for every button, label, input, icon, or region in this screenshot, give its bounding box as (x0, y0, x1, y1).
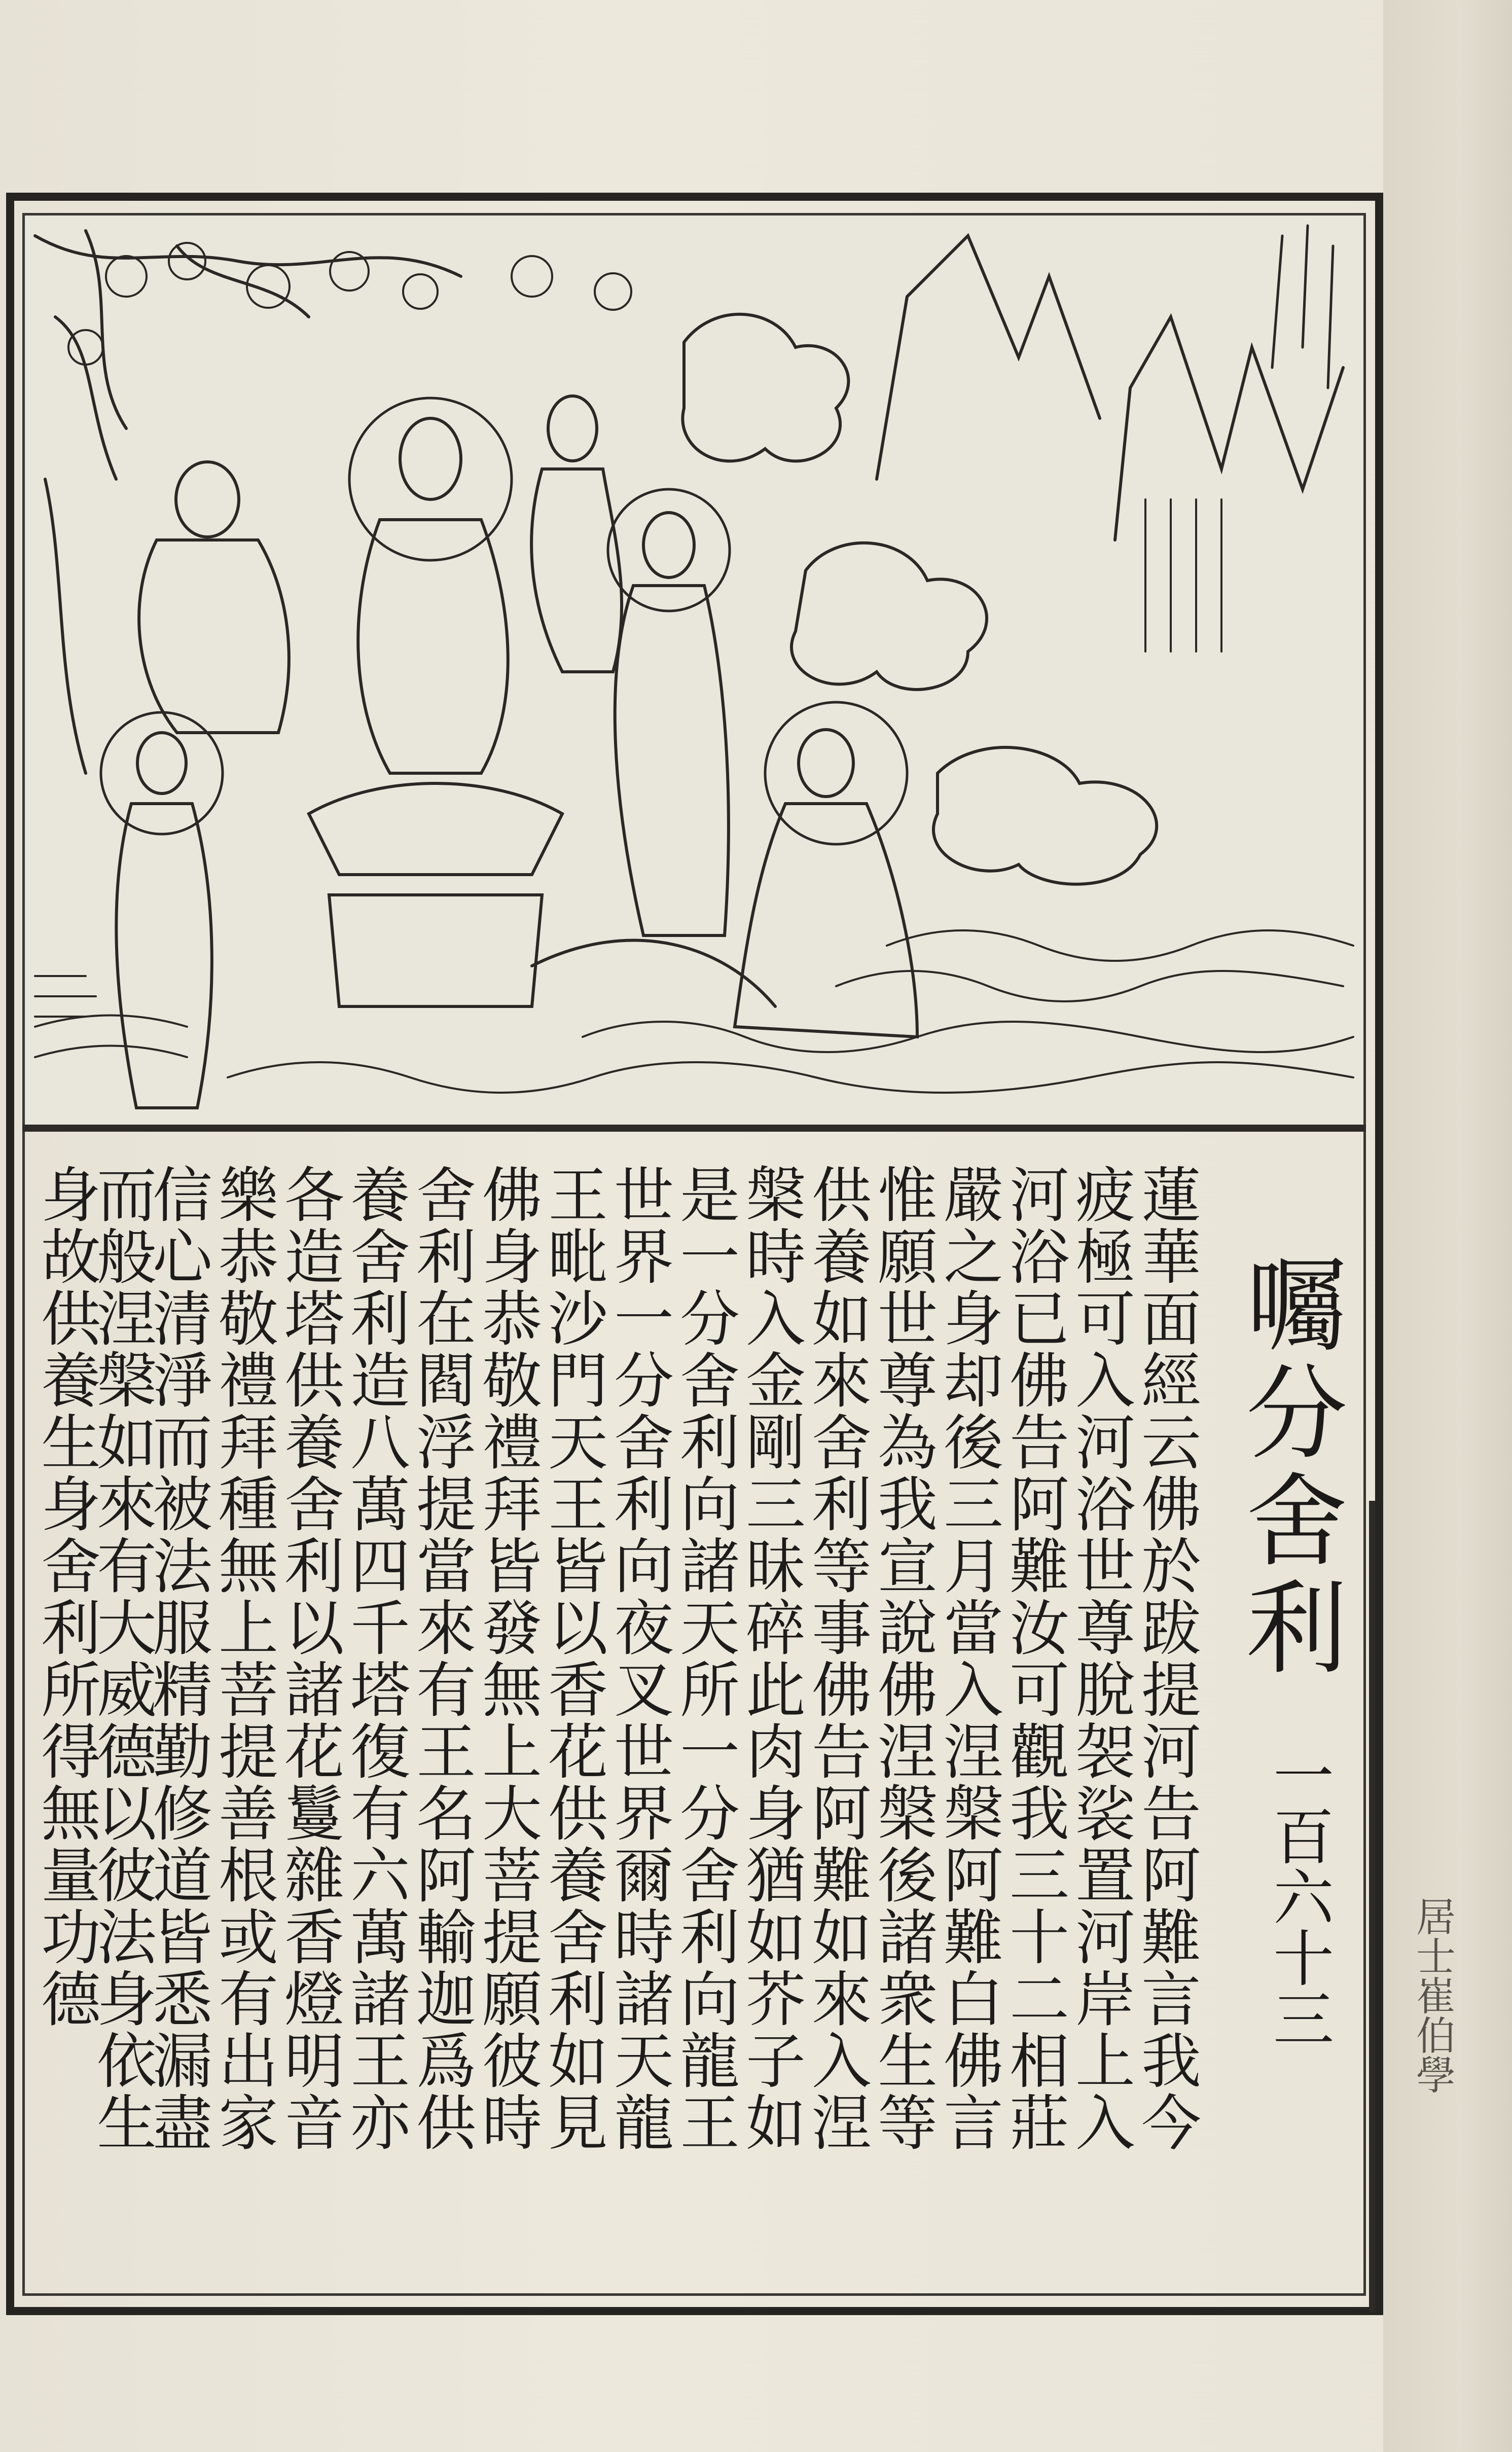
text-column: 舍利在閻浮提當來有王名阿輸迦爲供 (406, 1164, 476, 2153)
text-column: 各造塔供養舍利以諸花鬘雜香燈明音 (274, 1164, 344, 2153)
text-column: 蓮華面經云佛於跋提河告阿難言我今 (1131, 1164, 1201, 2153)
text-column: 惟願世尊為我宣說佛涅槃後諸衆生等 (868, 1164, 938, 2153)
text-column: 嚴之身却後三月當入涅槃阿難白佛言 (933, 1164, 1003, 2153)
text-column: 世界一分舍利向夜叉世界爾時諸天龍 (604, 1164, 674, 2153)
margin-note: 居士崔伯學 (1410, 1896, 1455, 2094)
text-column: 槃時入金剛三昧碎此肉身猶如芥子如 (736, 1164, 806, 2153)
page-number: 一百六十三 (1263, 1744, 1334, 2048)
text-column: 河浴已佛告阿難汝可觀我三十二相莊 (999, 1164, 1069, 2153)
text-column: 樂恭敬禮拜種無上菩提善根或有出家 (208, 1164, 278, 2153)
column-rule (1369, 1501, 1375, 2312)
text-column: 疲極可入河浴世尊脫袈裟置河岸上入 (1065, 1164, 1135, 2153)
text-column: 信心清淨而被法服精勤修道皆悉漏盡 (142, 1164, 212, 2153)
buddha-preaching-scene-icon (25, 215, 1363, 1128)
text-column: 佛身恭敬禮拜皆發無上大菩提願彼時 (472, 1164, 542, 2153)
text-column: 養舍利造八萬四千塔復有六萬諸王亦 (340, 1164, 410, 2153)
text-column: 身故供養生身舍利所得無量功德 (31, 1164, 101, 2030)
text-column: 是一分舍利向諸天所一分舍利向龍王 (670, 1164, 740, 2153)
woodcut-illustration (25, 215, 1363, 1128)
chapter-title: 囑分舍利 (1229, 1252, 1347, 1682)
text-column: 供養如來舍利等事佛告阿難如來入涅 (802, 1164, 872, 2153)
text-column: 王毗沙門天王皆以香花供養舍利如見 (538, 1164, 608, 2153)
text-column: 而般涅槃如來有大威德以彼法身依生 (87, 1164, 157, 2153)
illustration-divider (22, 1125, 1366, 1132)
